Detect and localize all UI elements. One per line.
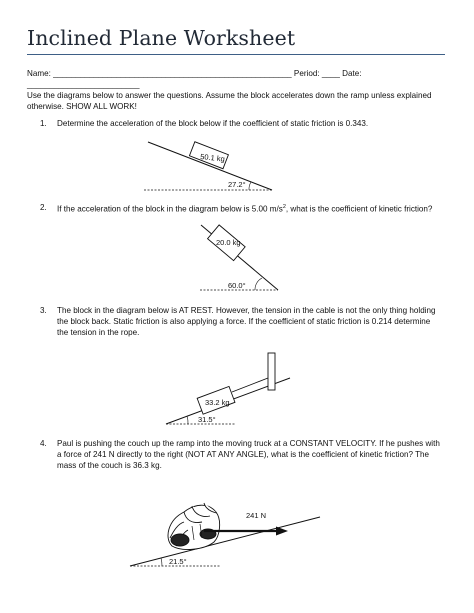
question-text: If the acceleration of the block in the diagram below is 5.00 $m/s^2$, what is the coefficient of kinetic friction? (57, 204, 433, 214)
incline-diagram-1 (140, 138, 280, 196)
incline-diagram-3 (160, 348, 300, 428)
incline-diagram-4 (124, 490, 324, 570)
wall-post (268, 353, 275, 390)
question-number: 4. (40, 439, 47, 448)
name-field[interactable]: _____________________________________________________ (53, 69, 292, 78)
instructions: Use the diagrams below to answer the questions. Assume the block accelerates down the ramp unless explained otherwise. SHOW ALL WORK! (27, 91, 432, 111)
force-label: 241 N (246, 511, 267, 520)
question-text: The block in the diagram below is AT REST. However, the tension in the cable is not the only thing holding the block back. Static friction is also applying a force. If the coefficient of static friction is 0.214 determine the tension in the rope. (57, 306, 436, 337)
mass-label: 33.2 kg (205, 398, 230, 407)
angle-label: 21.5° (169, 557, 187, 566)
angle-arc (161, 558, 162, 566)
ramp-line (130, 517, 320, 566)
incline-diagram-2 (198, 222, 288, 294)
question-text: Determine the acceleration of the block below if the coefficient of static friction is 0.343. (57, 119, 369, 128)
question-text: Paul is pushing the couch up the ramp into the moving truck at a CONSTANT VELOCITY. If he pushes with a force of 241 N directly to the right (NOT AT ANY ANGLE), what is the coefficient of kinetic friction? The mass of the couch is 36.3 kg. (57, 439, 440, 470)
date-field[interactable]: _________________________ (27, 80, 140, 89)
angle-arc (255, 278, 262, 290)
angle-label: 27.2° (228, 180, 246, 189)
question-number: 3. (40, 306, 47, 315)
angle-arc (249, 182, 251, 190)
mass-label: 50.1 kg (199, 152, 226, 164)
question-number: 1. (40, 119, 47, 128)
mass-label: 20.0 kg (216, 238, 241, 247)
period-label: Period: (293, 69, 320, 78)
angle-arc (187, 416, 188, 424)
name-label: Name: (27, 69, 51, 78)
header-line (27, 68, 447, 90)
couch-icon (168, 503, 220, 549)
angle-label: 60.0° (228, 281, 246, 290)
rope (232, 378, 268, 392)
arrow-head-icon (276, 527, 288, 536)
page-title: Inclined Plane Worksheet (27, 26, 296, 50)
period-field[interactable]: ____ (321, 69, 340, 78)
date-label: Date: (342, 69, 362, 78)
title-rule (27, 54, 445, 55)
angle-label: 31.5° (198, 415, 216, 424)
question-number: 2. (40, 203, 47, 212)
